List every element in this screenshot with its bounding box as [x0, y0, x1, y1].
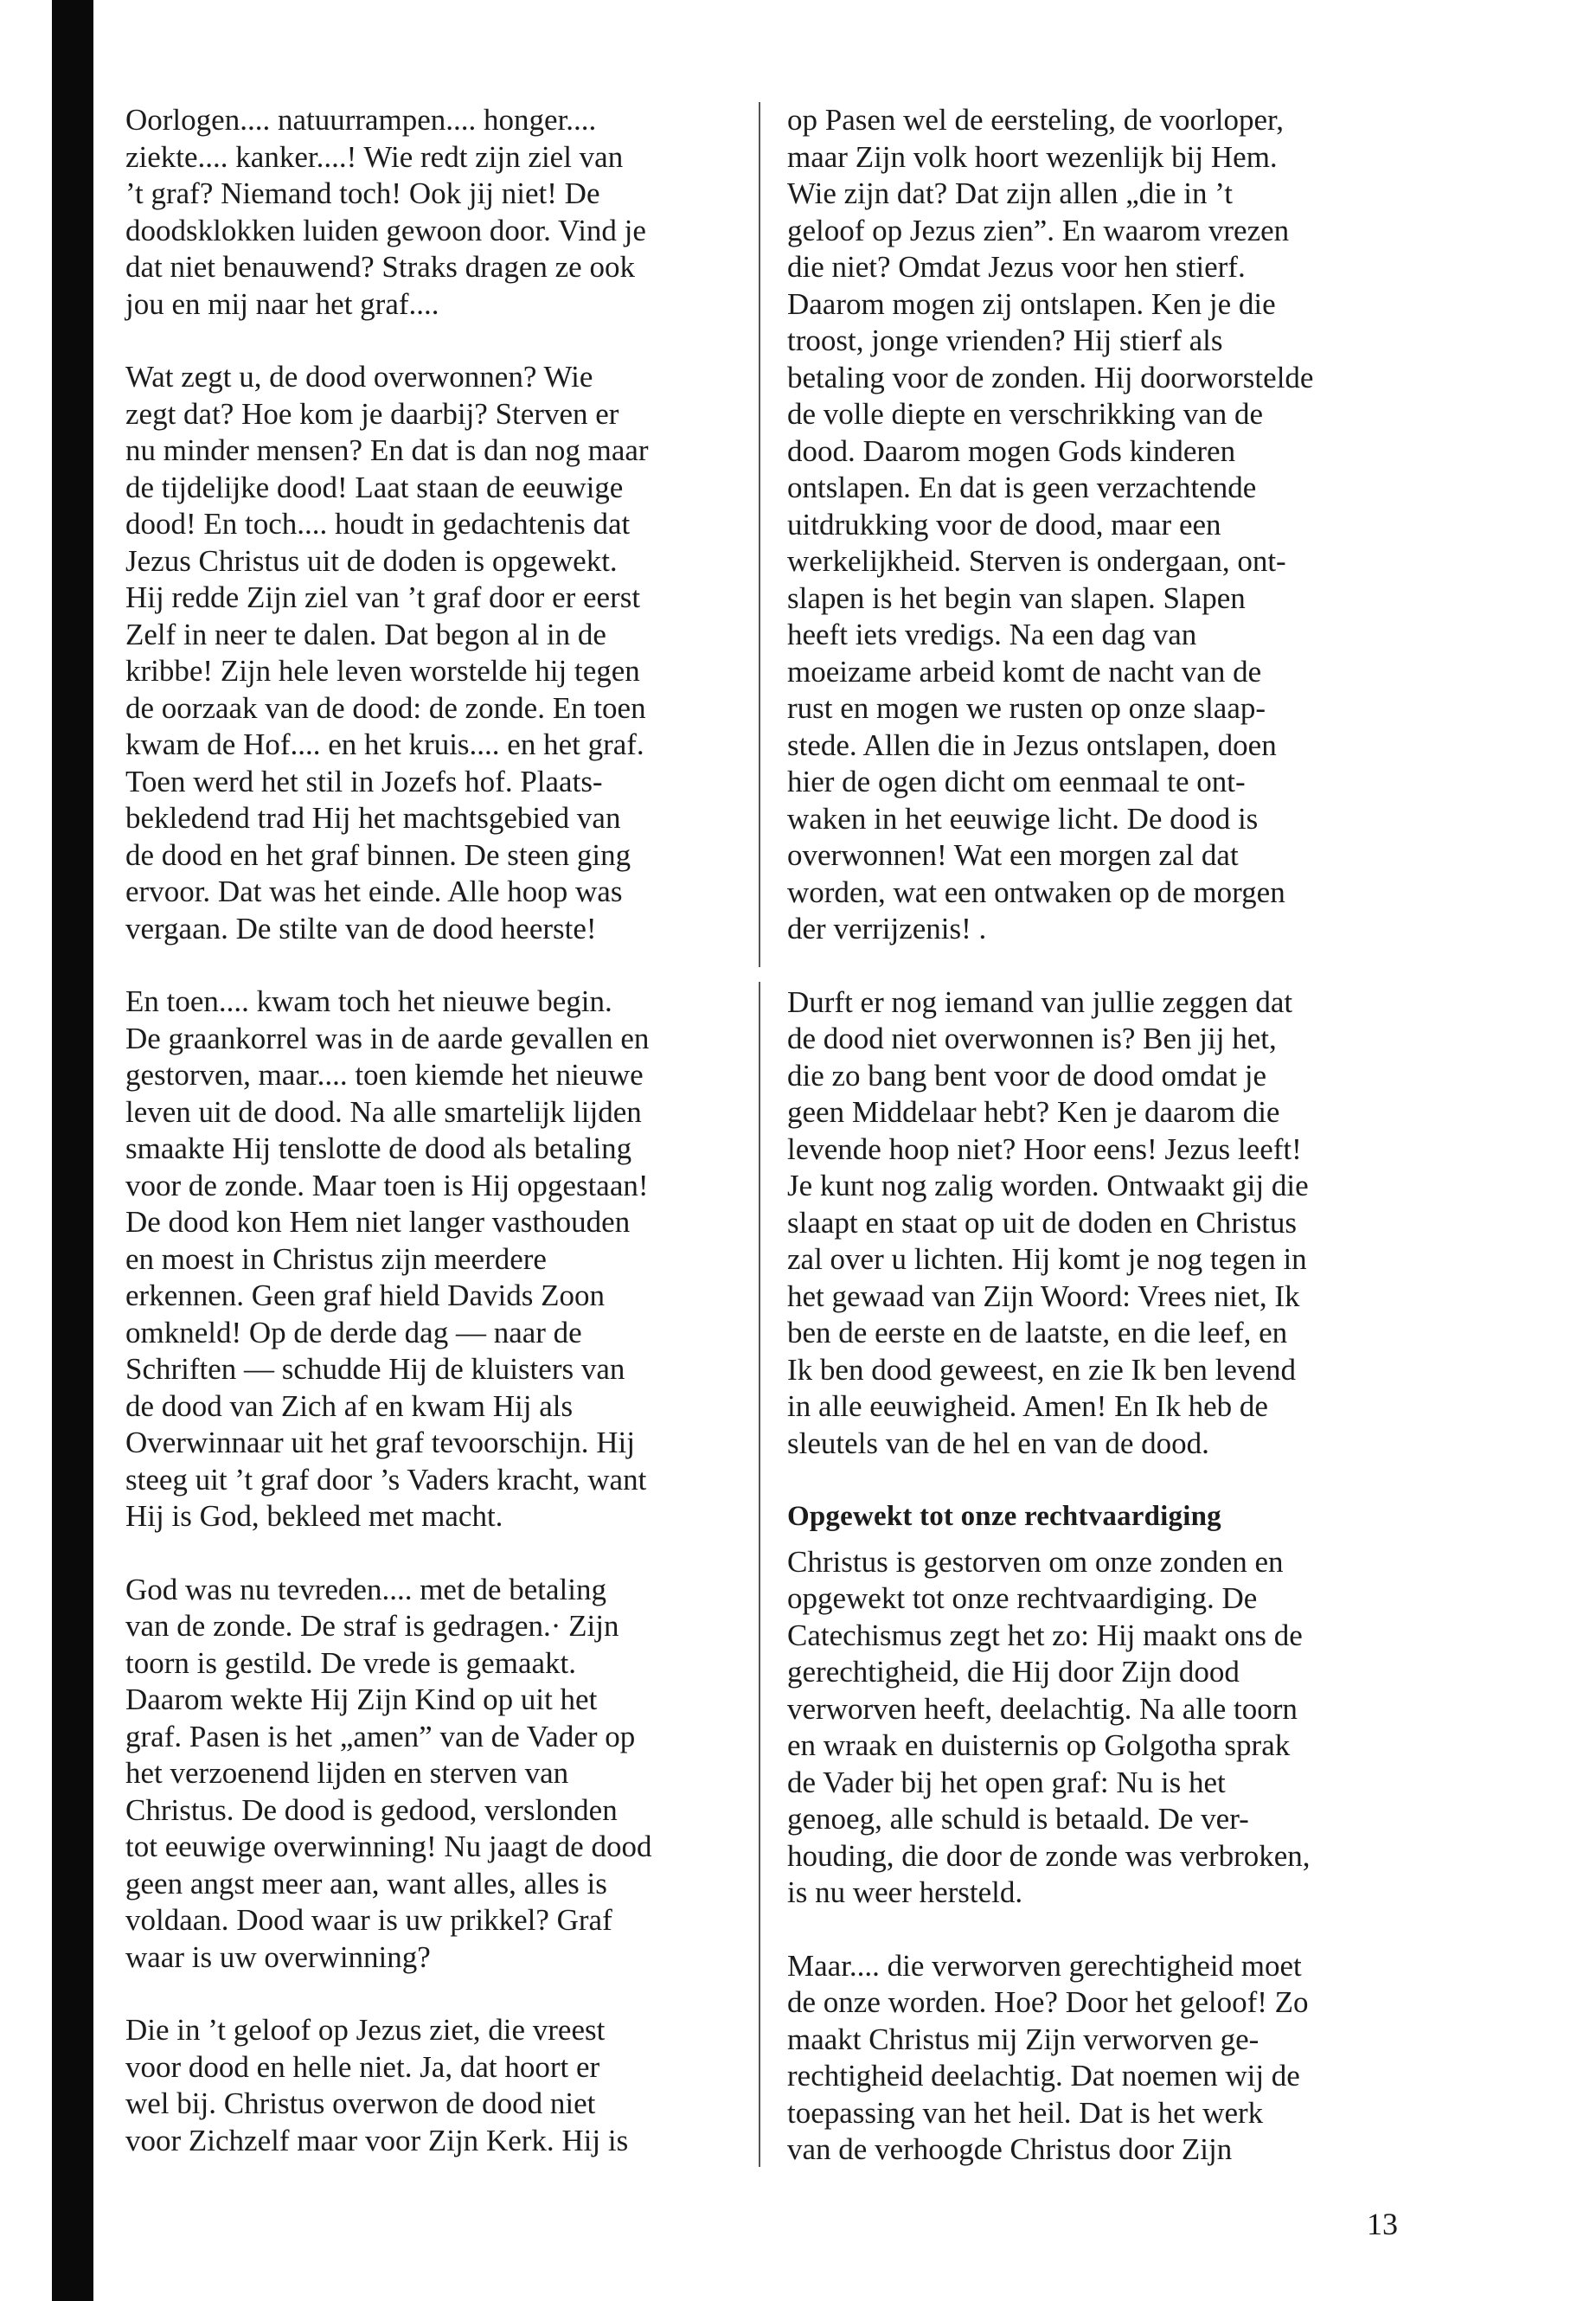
text-line: dat niet benauwend? Straks dragen ze ook — [125, 250, 635, 284]
text-line: vergaan. De stilte van de dood heerste! — [125, 911, 597, 945]
text-line: Hij is God, bekleed met macht. — [125, 1499, 503, 1533]
text-line: Maar.... die verworven gerechtigheid moet — [787, 1948, 1302, 1983]
text-line: En toen.... kwam toch het nieuwe begin. — [125, 984, 612, 1018]
text-line: van de zonde. De straf is gedragen.· Zijn — [125, 1609, 619, 1643]
paragraph — [125, 984, 766, 1535]
text-line: Daarom wekte Hij Zijn Kind op uit het — [125, 1682, 598, 1716]
text-line: wel bij. Christus overwon de dood niet — [125, 2086, 596, 2120]
text-line: Hij redde Zijn ziel van ’t graf door er eerst — [125, 580, 641, 614]
text-line: maakt Christus mij Zijn verworven ge- — [787, 2022, 1259, 2056]
text-line: gerechtigheid, die Hij door Zijn dood — [787, 1655, 1240, 1689]
text-line: De graankorrel was in de aarde gevallen en — [125, 1021, 650, 1055]
text-line: worden, wat een ontwaken op de morgen — [787, 875, 1285, 909]
text-line: slaapt en staat op uit de doden en Christus — [787, 1205, 1298, 1240]
text-line: Christus is gestorven om onze zonden en — [787, 1544, 1284, 1579]
text-line: zal over u lichten. Hij komt je nog tegen in — [787, 1242, 1307, 1276]
text-line: troost, jonge vrienden? Hij stierf als — [787, 324, 1223, 357]
text-line: levende hoop niet? Hoor eens! Jezus leeft! — [787, 1131, 1302, 1166]
text-line: overwonnen! Wat een morgen zal dat — [787, 838, 1239, 872]
text-line: voldaan. Dood waar is uw prikkel? Graf — [125, 1903, 612, 1937]
text-line: werkelijkheid. Sterven is ondergaan, ont- — [787, 544, 1286, 578]
text-line: Overwinnaar uit het graf tevoorschijn. Hij — [125, 1426, 635, 1459]
scan-edge — [52, 0, 93, 2301]
text-line: Wat zegt u, de dood overwonnen? Wie — [125, 360, 593, 394]
text-line: genoeg, alle schuld is betaald. De ver- — [787, 1802, 1249, 1836]
right-column — [787, 102, 1427, 2205]
text-line: in alle eeuwigheid. Amen! En Ik heb de — [787, 1389, 1268, 1423]
text-line: Jezus Christus uit de doden is opgewekt. — [125, 543, 618, 578]
text-line: Schriften — schudde Hij de kluisters van — [125, 1352, 625, 1386]
text-line: de tijdelijke dood! Laat staan de eeuwige — [125, 470, 624, 504]
text-line: de dood en het graf binnen. De steen ging — [125, 837, 631, 872]
text-line: kribbe! Zijn hele leven worstelde hij tegen — [125, 654, 640, 688]
text-line: hier de ogen dicht om eenmaal te ont- — [787, 765, 1246, 798]
text-line: Christus. De dood is gedood, verslonden — [125, 1792, 618, 1827]
text-line: omkneld! Op de derde dag — naar de — [125, 1315, 582, 1349]
text-line: houding, die door de zonde was verbroken, — [787, 1838, 1311, 1873]
text-line: toepassing van het heil. Dat is het werk — [787, 2095, 1264, 2130]
text-line: slapen is het begin van slapen. Slapen — [787, 580, 1246, 615]
text-line: dood! En toch.... houdt in gedachtenis dat — [125, 507, 631, 541]
right-column-bottom — [787, 1544, 1427, 2169]
text-line: ervoor. Dat was het einde. Alle hoop was — [125, 875, 623, 908]
text-line: Die in ’t geloof op Jezus ziet, die vreest — [125, 2013, 606, 2047]
text-line: Wie zijn dat? Dat zijn allen „die in ’t — [787, 176, 1233, 210]
text-line: verworven heeft, deelachtig. Na alle toorn — [787, 1691, 1298, 1726]
right-column-top — [787, 102, 1427, 1462]
text-line: tot eeuwige overwinning! Nu jaagt de dood — [125, 1830, 652, 1863]
text-line: voor de zonde. Maar toen is Hij opgestaan! — [125, 1168, 649, 1202]
text-line: de Vader bij het open graf: Nu is het — [787, 1765, 1226, 1799]
text-line: erkennen. Geen graf hield Davids Zoon — [125, 1279, 605, 1312]
text-line: graf. Pasen is het „amen” van de Vader op — [125, 1719, 636, 1753]
text-line: toorn is gestild. De vrede is gemaakt. — [125, 1645, 576, 1680]
text-line: heeft iets vredigs. Na een dag van — [787, 618, 1197, 651]
section-heading: Opgewekt tot onze rechtvaardiging — [787, 1501, 1221, 1532]
text-line: Durft er nog iemand van jullie zeggen dat — [787, 984, 1293, 1019]
text-line: betaling voor de zonden. Hij doorworstelde — [787, 360, 1314, 394]
paragraph — [125, 359, 766, 947]
paragraph — [125, 102, 766, 323]
paragraph — [125, 2012, 766, 2159]
text-line: de volle diepte en verschrikking van de — [787, 397, 1264, 431]
text-line: en wraak en duisternis op Golgotha sprak — [787, 1728, 1291, 1762]
text-line: kwam de Hof.... en het kruis.... en het graf. — [125, 727, 644, 761]
text-line: de dood niet overwonnen is? Ben jij het, — [787, 1022, 1277, 1055]
paragraph — [125, 1572, 766, 1977]
text-line: maar Zijn volk hoort wezenlijk bij Hem. — [787, 139, 1278, 174]
text-line: Oorlogen.... natuurrampen.... honger.... — [125, 103, 597, 137]
text-line: doodsklokken luiden gewoon door. Vind je — [125, 213, 646, 247]
text-line: voor dood en helle niet. Ja, dat hoort er — [125, 2049, 600, 2084]
text-line: steeg uit ’t graf door ’s Vaders kracht, want — [125, 1462, 647, 1497]
text-line: ’t graf? Niemand toch! Ook jij niet! De — [125, 176, 600, 210]
text-line: stede. Allen die in Jezus ontslapen, doen — [787, 727, 1277, 762]
text-line: voor Zichzelf maar voor Zijn Kerk. Hij is — [125, 2123, 629, 2157]
text-line: jou en mij naar het graf.... — [125, 286, 439, 321]
text-line: waken in het eeuwige licht. De dood is — [787, 801, 1259, 836]
text-line: rust en mogen we rusten op onze slaap- — [787, 691, 1266, 725]
text-line: moeizame arbeid komt de nacht van de — [787, 654, 1262, 689]
text-line: die niet? Omdat Jezus voor hen stierf. — [787, 250, 1246, 284]
text-line: geen angst meer aan, want alles, alles is — [125, 1866, 607, 1900]
text-line: rechtigheid deelachtig. Dat noemen wij de — [787, 2059, 1300, 2093]
paragraph — [787, 102, 1427, 948]
left-column — [125, 102, 766, 2195]
text-line: God was nu tevreden.... met de betaling — [125, 1572, 606, 1606]
text-line: opgewekt tot onze rechtvaardiging. De — [787, 1581, 1258, 1615]
text-line: waar is uw overwinning? — [125, 1939, 431, 1974]
text-line: Toen werd het stil in Jozefs hof. Plaats- — [125, 764, 603, 798]
text-line: zegt dat? Hoe kom je daarbij? Sterven er — [125, 396, 619, 431]
text-line: nu minder mensen? En dat is dan nog maar — [125, 433, 649, 467]
text-line: bekledend trad Hij het machtsgebied van — [125, 801, 621, 835]
text-line: ziekte.... kanker....! Wie redt zijn ziel van — [125, 139, 624, 174]
text-line: Zelf in neer te dalen. Dat begon al in de — [125, 617, 606, 651]
text-line: leven uit de dood. Na alle smartelijk lijden — [125, 1094, 642, 1129]
text-line: Catechismus zegt het zo: Hij maakt ons de — [787, 1618, 1303, 1652]
text-line: smaakte Hij tenslotte de dood als betaling — [125, 1131, 632, 1165]
text-line: is nu weer hersteld. — [787, 1875, 1023, 1909]
text-line: van de verhoogde Christus door Zijn — [787, 2132, 1233, 2166]
text-line: het gewaad van Zijn Woord: Vrees niet, Ik — [787, 1279, 1300, 1313]
text-line: geen Middelaar hebt? Ken je daarom die — [787, 1095, 1280, 1129]
paragraph — [787, 984, 1427, 1463]
paragraph — [787, 1544, 1427, 1912]
text-line: der verrijzenis! . — [787, 912, 987, 945]
text-line: De dood kon Hem niet langer vasthouden — [125, 1205, 631, 1239]
text-line: uitdrukking voor de dood, maar een — [787, 507, 1221, 542]
text-line: ontslapen. En dat is geen verzachtende — [787, 471, 1257, 504]
text-line: die zo bang bent voor de dood omdat je — [787, 1058, 1267, 1093]
text-line: Ik ben dood geweest, en zie Ik ben levend — [787, 1352, 1296, 1387]
text-line: het verzoenend lijden en sterven van — [125, 1756, 569, 1790]
text-line: Daarom mogen zij ontslapen. Ken je die — [787, 286, 1276, 321]
text-line: geloof op Jezus zien”. En waarom vrezen — [787, 213, 1290, 247]
text-line: Je kunt nog zalig worden. Ontwaakt gij die — [787, 1169, 1309, 1202]
text-line: sleutels van de hel en van de dood. — [787, 1426, 1209, 1460]
text-line: en moest in Christus zijn meerdere — [125, 1241, 547, 1276]
paragraph — [787, 1948, 1427, 2169]
text-line: de onze worden. Hoe? Door het geloof! Zo — [787, 1985, 1309, 2019]
text-line: op Pasen wel de eersteling, de voorloper, — [787, 103, 1284, 137]
text-line: de dood van Zich af en kwam Hij als — [125, 1388, 574, 1423]
page-number: 13 — [1367, 2207, 1398, 2241]
text-line: de oorzaak van de dood: de zonde. En toen — [125, 690, 646, 725]
text-line: dood. Daarom mogen Gods kinderen — [787, 433, 1236, 468]
text-line: gestorven, maar.... toen kiemde het nieuwe — [125, 1058, 644, 1092]
text-line: ben de eerste en de laatste, en die leef, en — [787, 1316, 1288, 1349]
